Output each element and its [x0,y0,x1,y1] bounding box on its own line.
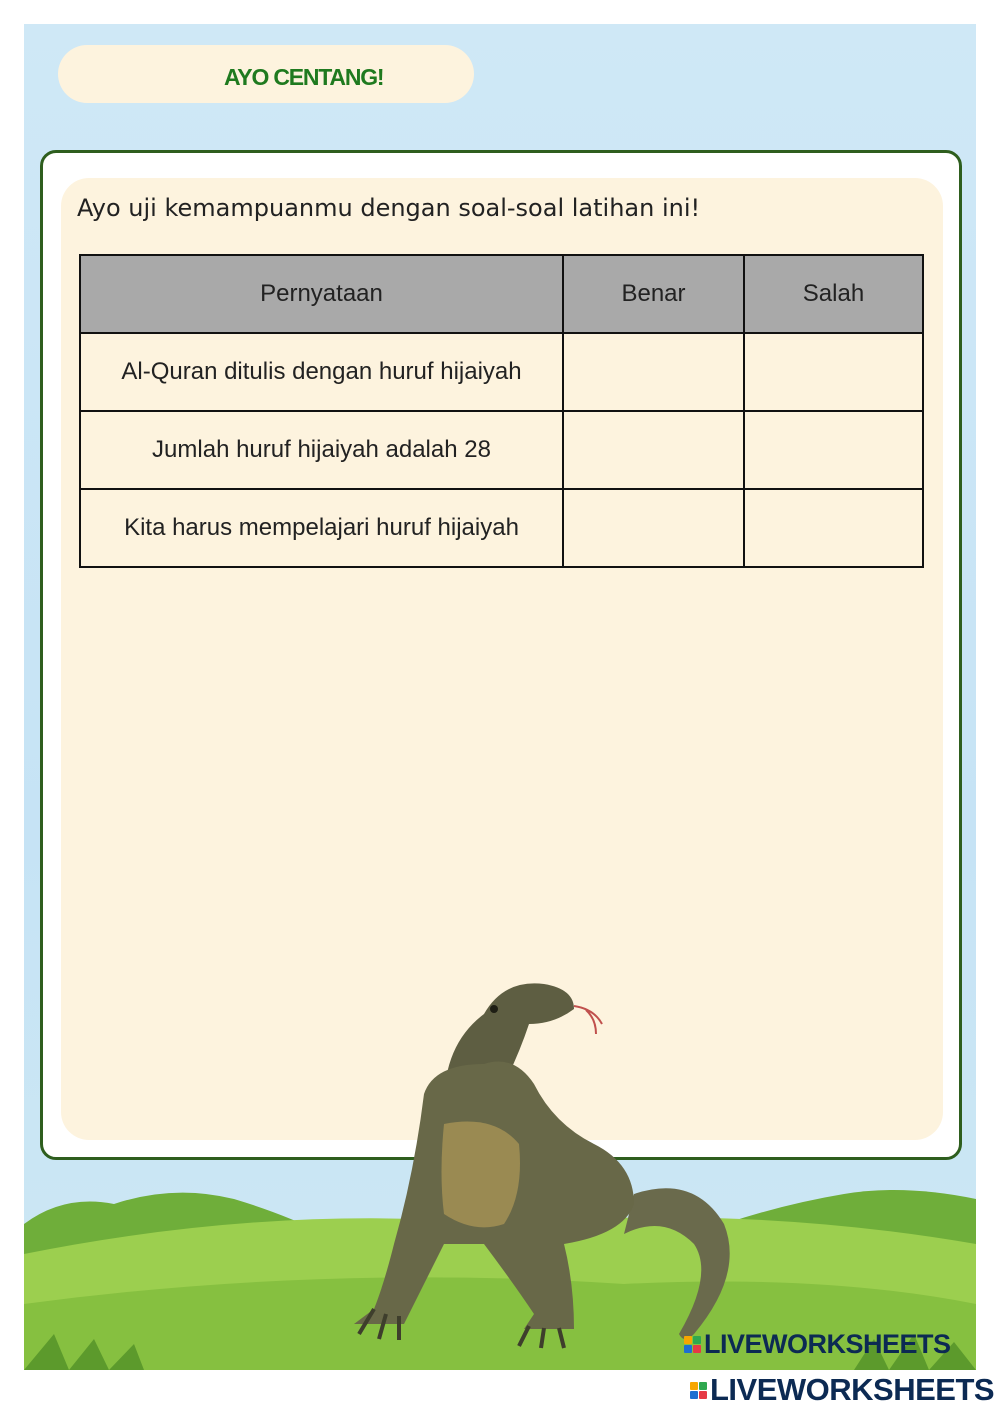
false-checkbox-cell[interactable] [744,489,923,567]
instruction-text: Ayo uji kemampuanmu dengan soal-soal latihan ini! [77,194,701,222]
column-header-true: Benar [563,255,744,333]
true-checkbox-cell[interactable] [563,411,744,489]
watermark-text: LIVEWORKSHEETS [704,1329,951,1359]
statement-cell: Jumlah huruf hijaiyah adalah 28 [80,411,563,489]
statement-cell: Al-Quran ditulis dengan huruf hijaiyah [80,333,563,411]
footer-watermark-text: LIVEWORKSHEETS [710,1372,995,1407]
true-false-table [79,254,924,568]
liveworksheets-footer[interactable] [690,1372,994,1408]
false-checkbox-cell[interactable] [744,333,923,411]
true-checkbox-cell[interactable] [563,333,744,411]
liveworksheets-watermark [684,1329,951,1360]
table-row [80,411,923,489]
false-checkbox-cell[interactable] [744,411,923,489]
komodo-dragon-illustration [334,964,754,1354]
table-header-row [80,255,923,333]
column-header-false: Salah [744,255,923,333]
table-row [80,333,923,411]
statement-cell: Kita harus mempelajari huruf hijaiyah [80,489,563,567]
page-title: AYO CENTANG! [224,64,384,90]
liveworksheets-logo-icon [684,1336,701,1353]
column-header-statement: Pernyataan [80,255,563,333]
true-checkbox-cell[interactable] [563,489,744,567]
table-row [80,489,923,567]
worksheet-page [24,24,976,1370]
liveworksheets-logo-icon [690,1382,707,1399]
